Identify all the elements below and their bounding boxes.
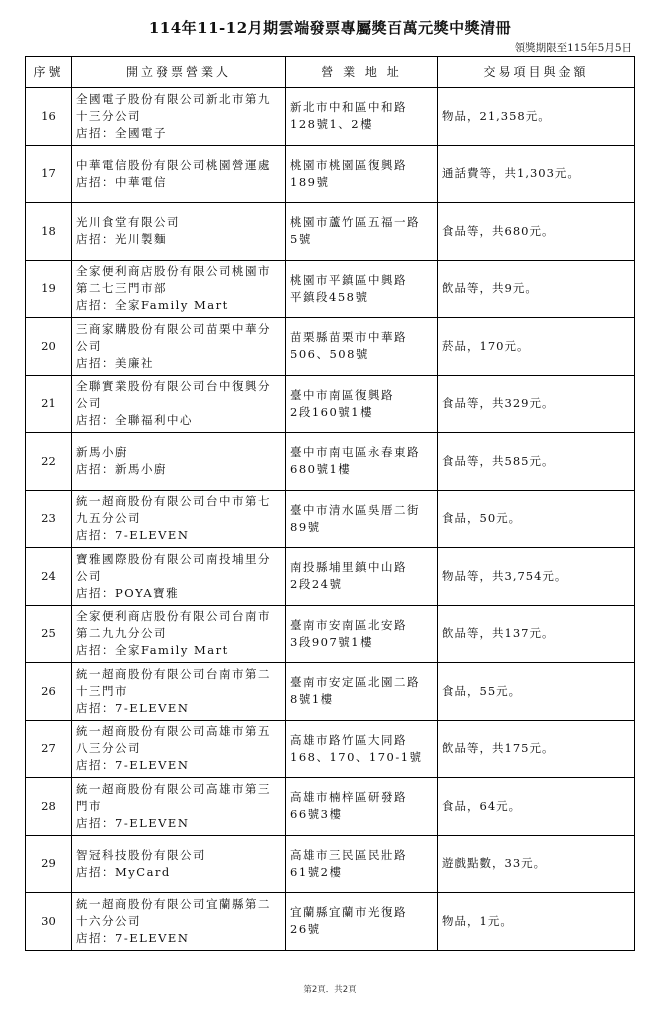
serial-number: 16 [26, 88, 72, 146]
table-row [26, 778, 635, 836]
address-line: 680號1樓 [290, 462, 352, 477]
item-amount: 物品，21,358元。 [438, 88, 635, 146]
vendor-line: 新馬小廚 [76, 445, 128, 460]
item-amount: 食品，55元。 [438, 663, 635, 721]
item-amount: 食品，64元。 [438, 778, 635, 836]
table-row [26, 490, 635, 548]
address-cell [286, 490, 438, 548]
vendor-cell [72, 260, 286, 318]
vendor-line: 店招：POYA寶雅 [76, 585, 180, 600]
address-cell [286, 375, 438, 433]
vendor-line: 公司 [76, 338, 102, 353]
vendor-line: 寶雅國際股份有限公司南投埔里分 [76, 551, 271, 566]
vendor-cell [72, 145, 286, 203]
table-row [26, 433, 635, 491]
vendor-line: 統一超商股份有限公司高雄市第五 [76, 724, 271, 739]
vendor-line: 公司 [76, 568, 102, 583]
address-line: 61號2樓 [290, 864, 343, 879]
address-line: 189號 [290, 174, 330, 189]
serial-number: 30 [26, 893, 72, 951]
address-line: 桃園市桃園區復興路 [290, 157, 407, 172]
vendor-cell [72, 893, 286, 951]
vendor-line: 光川食堂有限公司 [76, 215, 180, 230]
address-line: 南投縣埔里鎮中山路 [290, 560, 407, 575]
table-row [26, 663, 635, 721]
serial-number: 20 [26, 318, 72, 376]
header-item-amount: 交易項目與金額 [438, 57, 635, 88]
table-row [26, 375, 635, 433]
item-amount: 通話費等，共1,303元。 [438, 145, 635, 203]
address-line: 平鎮段458號 [290, 289, 369, 304]
serial-number: 18 [26, 203, 72, 261]
serial-number: 21 [26, 375, 72, 433]
item-amount: 飲品等，共137元。 [438, 605, 635, 663]
vendor-line: 店招：7-ELEVEN [76, 815, 190, 830]
item-amount: 菸品，170元。 [438, 318, 635, 376]
address-line: 臺中市清水區吳厝二街 [290, 502, 420, 517]
address-line: 桃園市蘆竹區五福一路 [290, 215, 420, 230]
vendor-line: 公司 [76, 396, 102, 411]
vendor-line: 店招：全家Family Mart [76, 298, 229, 313]
address-cell [286, 835, 438, 893]
address-line: 26號 [290, 922, 321, 937]
address-cell [286, 145, 438, 203]
vendor-line: 八三分公司 [76, 741, 141, 756]
vendor-line: 店招：中華電信 [76, 174, 167, 189]
vendor-line: 第二七三門市部 [76, 281, 167, 296]
vendor-line: 店招：全家Family Mart [76, 643, 229, 658]
serial-number: 28 [26, 778, 72, 836]
address-line: 128號1、2樓 [290, 117, 374, 132]
address-cell [286, 893, 438, 951]
vendor-line: 九五分公司 [76, 511, 141, 526]
serial-number: 27 [26, 720, 72, 778]
vendor-line: 智冠科技股份有限公司 [76, 847, 206, 862]
address-line: 89號 [290, 519, 321, 534]
vendor-cell [72, 203, 286, 261]
vendor-line: 全家便利商店股份有限公司桃園市 [76, 264, 271, 279]
address-line: 臺南市安定區北園二路 [290, 675, 420, 690]
table-body [26, 88, 635, 951]
vendor-line: 全國電子股份有限公司新北市第九 [76, 91, 271, 106]
table-row [26, 145, 635, 203]
serial-number: 24 [26, 548, 72, 606]
table-row [26, 260, 635, 318]
vendor-line: 第二九九分公司 [76, 626, 167, 641]
vendor-line: 店招：7-ELEVEN [76, 930, 190, 945]
vendor-line: 十六分公司 [76, 913, 141, 928]
item-amount: 遊戲點數，33元。 [438, 835, 635, 893]
vendor-line: 店招：新馬小廚 [76, 462, 167, 477]
address-line: 5號 [290, 232, 312, 247]
table-row [26, 893, 635, 951]
address-line: 3段907號1樓 [290, 634, 374, 649]
address-line: 高雄市楠梓區研發路 [290, 790, 407, 805]
vendor-line: 店招：7-ELEVEN [76, 528, 190, 543]
address-line: 2段160號1樓 [290, 404, 374, 419]
address-cell [286, 88, 438, 146]
address-cell [286, 433, 438, 491]
vendor-line: 店招：美廉社 [76, 355, 154, 370]
vendor-line: 統一超商股份有限公司宜蘭縣第二 [76, 896, 271, 911]
vendor-line: 三商家購股份有限公司苗栗中華分 [76, 321, 271, 336]
serial-number: 23 [26, 490, 72, 548]
address-line: 168、170、170-1號 [290, 749, 423, 764]
serial-number: 29 [26, 835, 72, 893]
vendor-cell [72, 548, 286, 606]
table-header-row [26, 57, 635, 88]
serial-number: 17 [26, 145, 72, 203]
vendor-line: 店招：全聯福利中心 [76, 413, 193, 428]
vendor-line: 十三門市 [76, 683, 128, 698]
item-amount: 飲品等，共175元。 [438, 720, 635, 778]
vendor-cell [72, 835, 286, 893]
address-line: 2段24號 [290, 577, 343, 592]
item-amount: 食品等，共680元。 [438, 203, 635, 261]
table-row [26, 720, 635, 778]
header-vendor: 開立發票營業人 [72, 57, 286, 88]
vendor-line: 全家便利商店股份有限公司台南市 [76, 609, 271, 624]
vendor-cell [72, 88, 286, 146]
address-line: 新北市中和區中和路 [290, 100, 407, 115]
vendor-cell [72, 720, 286, 778]
vendor-line: 店招：MyCard [76, 864, 171, 879]
address-cell [286, 260, 438, 318]
vendor-cell [72, 778, 286, 836]
table-row [26, 605, 635, 663]
vendor-cell [72, 605, 286, 663]
address-line: 臺中市南屯區永春東路 [290, 445, 420, 460]
item-amount: 物品，1元。 [438, 893, 635, 951]
address-line: 8號1樓 [290, 692, 334, 707]
serial-number: 25 [26, 605, 72, 663]
serial-number: 19 [26, 260, 72, 318]
claim-deadline: 領獎期限至115年5月5日 [514, 42, 632, 54]
table-row [26, 548, 635, 606]
vendor-line: 店招：全國電子 [76, 125, 167, 140]
address-line: 臺中市南區復興路 [290, 387, 394, 402]
vendor-line: 十三分公司 [76, 108, 141, 123]
vendor-line: 門市 [76, 798, 102, 813]
vendor-cell [72, 663, 286, 721]
header-serial-no: 序號 [26, 57, 72, 88]
item-amount: 物品等，共3,754元。 [438, 548, 635, 606]
address-cell [286, 720, 438, 778]
vendor-line: 中華電信股份有限公司桃園營運處 [76, 157, 271, 172]
address-line: 高雄市路竹區大同路 [290, 732, 407, 747]
vendor-line: 店招：7-ELEVEN [76, 700, 190, 715]
vendor-cell [72, 375, 286, 433]
address-cell [286, 548, 438, 606]
address-line: 506、508號 [290, 347, 369, 362]
vendor-line: 全聯實業股份有限公司台中復興分 [76, 379, 271, 394]
address-cell [286, 778, 438, 836]
vendor-line: 統一超商股份有限公司台中市第七 [76, 494, 271, 509]
address-line: 高雄市三民區民壯路 [290, 847, 407, 862]
item-amount: 食品，50元。 [438, 490, 635, 548]
serial-number: 26 [26, 663, 72, 721]
vendor-line: 統一超商股份有限公司台南市第二 [76, 666, 271, 681]
vendor-line: 店招：光川製麵 [76, 232, 167, 247]
address-cell [286, 318, 438, 376]
winners-table [25, 56, 635, 951]
address-line: 桃園市平鎮區中興路 [290, 272, 407, 287]
page-footer: 第2頁．共2頁 [303, 985, 357, 995]
vendor-line: 店招：7-ELEVEN [76, 758, 190, 773]
address-line: 苗栗縣苗栗市中華路 [290, 330, 407, 345]
table-row [26, 835, 635, 893]
address-line: 66號3樓 [290, 807, 343, 822]
item-amount: 飲品等，共9元。 [438, 260, 635, 318]
address-line: 臺南市安南區北安路 [290, 617, 407, 632]
header-address: 營 業 地 址 [286, 57, 438, 88]
item-amount: 食品等，共585元。 [438, 433, 635, 491]
item-amount: 食品等，共329元。 [438, 375, 635, 433]
address-cell [286, 605, 438, 663]
address-cell [286, 663, 438, 721]
document-title: 114年11-12月期雲端發票專屬獎百萬元獎中獎清冊 [148, 19, 512, 37]
vendor-line: 統一超商股份有限公司高雄市第三 [76, 781, 271, 796]
vendor-cell [72, 433, 286, 491]
address-line: 宜蘭縣宜蘭市光復路 [290, 905, 407, 920]
vendor-cell [72, 318, 286, 376]
table-row [26, 203, 635, 261]
vendor-cell [72, 490, 286, 548]
table-row [26, 318, 635, 376]
serial-number: 22 [26, 433, 72, 491]
table-row [26, 88, 635, 146]
address-cell [286, 203, 438, 261]
